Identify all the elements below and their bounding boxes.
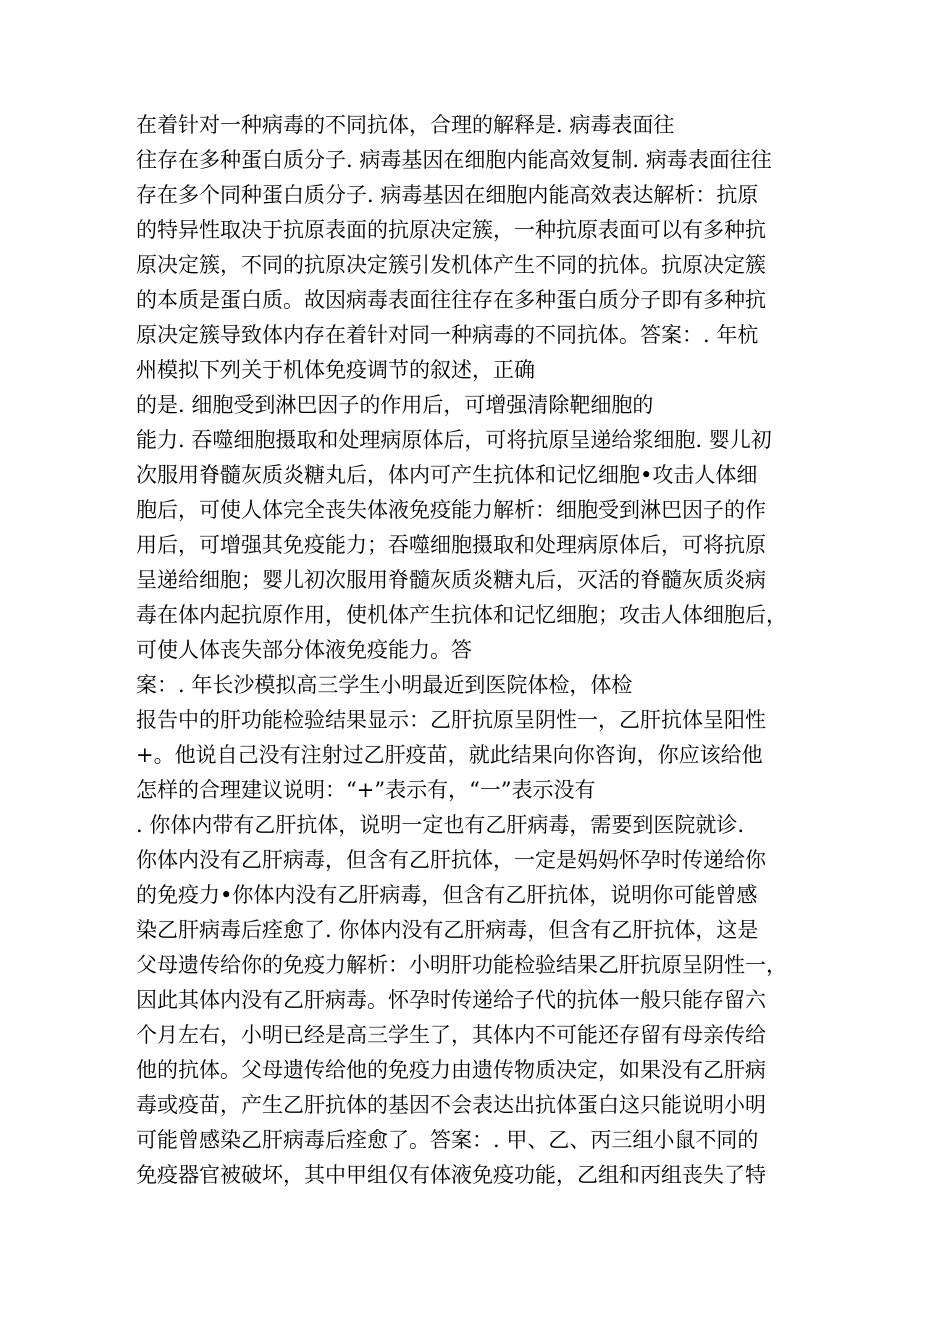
text-line: 案：. 年长沙模拟高三学生小明最近到医院体检，体检 <box>136 673 633 697</box>
text-line: 胞后，可使人体完全丧失体液免疫能力解析：细胞受到淋巴因子的作 <box>136 498 766 522</box>
text-line: 父母遗传给你的免疫力解析：小明肝功能检验结果乙肝抗原呈阴性一， <box>136 953 787 977</box>
text-line: 存在多个同种蛋白质分子. 病毒基因在细胞内能高效表达解析：抗原 <box>136 183 759 207</box>
text-line: +。他说自己没有注射过乙肝疫苗，就此结果向你咨询，你应该给他 <box>136 743 763 767</box>
text-line: 次服用脊髓灰质炎糖丸后，体内可产生抗体和记忆细胞•攻击人体细 <box>136 463 758 487</box>
text-line: . 你体内带有乙肝抗体，说明一定也有乙肝病毒，需要到医院就诊. <box>136 813 745 837</box>
text-line: 你体内没有乙肝病毒，但含有乙肝抗体，一定是妈妈怀孕时传递给你 <box>136 848 766 872</box>
text-line: 怎样的合理建议说明：“+”表示有，“一”表示没有 <box>136 778 596 802</box>
text-line: 用后，可增强其免疫能力；吞噬细胞摄取和处理病原体后，可将抗原 <box>136 533 766 557</box>
text-line: 原决定簇，不同的抗原决定簇引发机体产生不同的抗体。抗原决定簇 <box>136 253 766 277</box>
text-line: 因此其体内没有乙肝病毒。怀孕时传递给子代的抗体一般只能存留六 <box>136 988 766 1012</box>
text-line: 染乙肝病毒后痊愈了. 你体内没有乙肝病毒，但含有乙肝抗体，这是 <box>136 918 759 942</box>
text-line: 免疫器官被破坏，其中甲组仅有体液免疫功能，乙组和丙组丧失了特 <box>136 1163 766 1187</box>
text-line: 他的抗体。父母遗传给他的免疫力由遗传物质决定，如果没有乙肝病 <box>136 1058 766 1082</box>
text-line: 可使人体丧失部分体液免疫能力。答 <box>136 638 472 662</box>
text-line: 报告中的肝功能检验结果显示：乙肝抗原呈阴性一，乙肝抗体呈阳性 <box>136 708 766 732</box>
text-line: 呈递给细胞；婴儿初次服用脊髓灰质炎糖丸后，灭活的脊髓灰质炎病 <box>136 568 766 592</box>
text-line: 的免疫力•你体内没有乙肝病毒，但含有乙肝抗体，说明你可能曾感 <box>136 883 758 907</box>
text-line: 毒或疫苗，产生乙肝抗体的基因不会表达出抗体蛋白这只能说明小明 <box>136 1093 766 1117</box>
text-line: 个月左右，小明已经是高三学生了，其体内不可能还存留有母亲传给 <box>136 1023 766 1047</box>
text-line: 原决定簇导致体内存在着针对同一种病毒的不同抗体。答案：. 年杭 <box>136 323 759 347</box>
text-line: 可能曾感染乙肝病毒后痊愈了。答案：. 甲、乙、丙三组小鼠不同的 <box>136 1128 759 1152</box>
text-line: 的是. 细胞受到淋巴因子的作用后，可增强清除靶细胞的 <box>136 393 654 417</box>
text-line: 能力. 吞噬细胞摄取和处理病原体后，可将抗原呈递给浆细胞. 婴儿初 <box>136 428 772 452</box>
text-line: 毒在体内起抗原作用，使机体产生抗体和记忆细胞；攻击人体细胞后， <box>136 603 787 627</box>
text-line: 在着针对一种病毒的不同抗体，合理的解释是. 病毒表面往 <box>136 113 675 137</box>
text-line: 往存在多种蛋白质分子. 病毒基因在细胞内能高效复制. 病毒表面往往 <box>136 148 772 172</box>
text-line: 的特异性取决于抗原表面的抗原决定簇，一种抗原表面可以有多种抗 <box>136 218 766 242</box>
text-line: 的本质是蛋白质。故因病毒表面往往存在多种蛋白质分子即有多种抗 <box>136 288 766 312</box>
text-line: 州模拟下列关于机体免疫调节的叙述，正确 <box>136 358 535 382</box>
